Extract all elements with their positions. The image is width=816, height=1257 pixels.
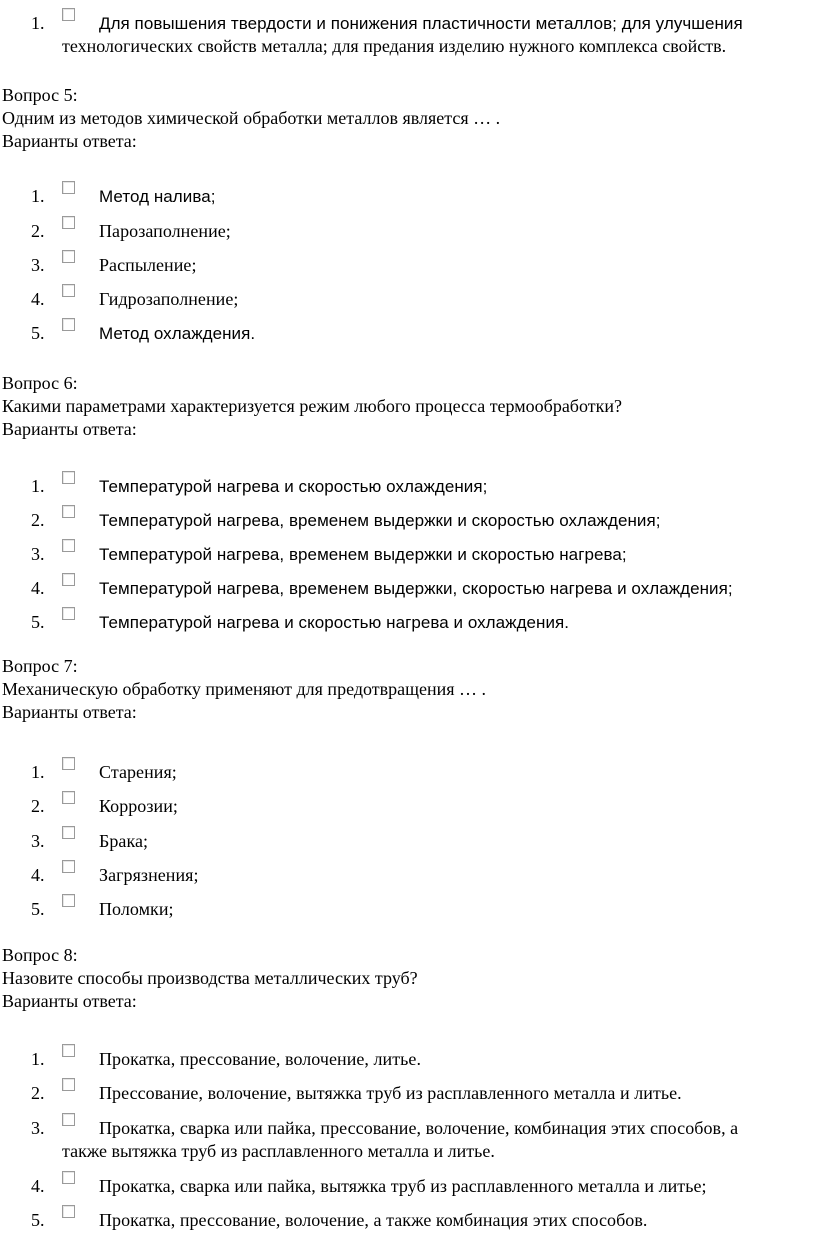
option-text: Прокатка, сварка или пайка, вытяжка труб из расплавленного металла и литье; — [99, 1176, 707, 1196]
option-text: Загрязнения; — [99, 865, 199, 885]
option-number: 4. — [31, 865, 45, 885]
question-heading: Вопрос 6: — [2, 373, 78, 393]
question-heading: Вопрос 7: — [2, 656, 78, 676]
question-8 — [2, 944, 814, 1013]
option-text: Прессование, волочение, вытяжка труб из расплавленного металла и литье. — [99, 1083, 682, 1103]
checkbox[interactable] — [62, 1044, 75, 1057]
option-number: 1. — [31, 476, 45, 496]
checkbox[interactable] — [62, 181, 75, 194]
option-text: Для повышения твердости и понижения пластичности металлов; для улучшения — [99, 14, 743, 33]
option-number: 4. — [31, 578, 45, 598]
checkbox[interactable] — [62, 8, 75, 21]
variants-label: Варианты ответа: — [2, 702, 137, 722]
option-number: 4. — [31, 289, 45, 309]
option-number: 2. — [31, 796, 45, 816]
checkbox[interactable] — [62, 318, 75, 331]
option-text: Распыление; — [99, 255, 197, 275]
option-text: Температурой нагрева и скоростью охлаждения; — [99, 477, 488, 496]
option-text: Парозаполнение; — [99, 221, 231, 241]
option-number: 3. — [31, 255, 45, 275]
checkbox[interactable] — [62, 539, 75, 552]
option-number: 1. — [31, 186, 45, 206]
option-text: Температурой нагрева, временем выдержки и скоростью нагрева; — [99, 545, 627, 564]
option-number: 1. — [31, 13, 45, 33]
option-number: 3. — [31, 544, 45, 564]
option-text-continuation: технологических свойств металла; для предания изделию нужного комплекса свойств. — [62, 36, 727, 56]
checkbox[interactable] — [62, 250, 75, 263]
question-text: Какими параметрами характеризуется режим любого процесса термообработки? — [2, 396, 622, 416]
question-text: Назовите способы производства металлических труб? — [2, 968, 418, 988]
option-number: 4. — [31, 1176, 45, 1196]
question-7 — [2, 655, 814, 724]
question-text: Механическую обработку применяют для предотвращения … . — [2, 679, 486, 699]
option-number: 3. — [31, 831, 45, 851]
option-number: 2. — [31, 221, 45, 241]
checkbox[interactable] — [62, 1205, 75, 1218]
option-number: 5. — [31, 1210, 45, 1230]
checkbox[interactable] — [62, 894, 75, 907]
option-text: Температурой нагрева, временем выдержки, скоростью нагрева и охлаждения; — [99, 579, 733, 598]
checkbox[interactable] — [62, 573, 75, 586]
option-text-continuation: также вытяжка труб из расплавленного металла и литье. — [62, 1141, 495, 1161]
question-5 — [2, 84, 814, 153]
option-number: 2. — [31, 510, 45, 530]
option-text: Поломки; — [99, 899, 174, 919]
checkbox[interactable] — [62, 791, 75, 804]
checkbox[interactable] — [62, 757, 75, 770]
option-text: Метод охлаждения. — [99, 324, 256, 343]
variants-label: Варианты ответа: — [2, 131, 137, 151]
option-text: Старения; — [99, 762, 177, 782]
question-text: Одним из методов химической обработки металлов является … . — [2, 108, 501, 128]
option-number: 5. — [31, 899, 45, 919]
option-number: 5. — [31, 612, 45, 632]
checkbox[interactable] — [62, 284, 75, 297]
variants-label: Варианты ответа: — [2, 419, 137, 439]
option-text: Температурой нагрева, временем выдержки и скоростью охлаждения; — [99, 511, 661, 530]
option-text: Брака; — [99, 831, 149, 851]
checkbox[interactable] — [62, 216, 75, 229]
checkbox[interactable] — [62, 860, 75, 873]
option-number: 1. — [31, 762, 45, 782]
option-text: Коррозии; — [99, 796, 178, 816]
question-6 — [2, 372, 814, 441]
option-text: Температурой нагрева и скоростью нагрева и охлаждения. — [99, 613, 570, 632]
option-text: Прокатка, сварка или пайка, прессование, волочение, комбинация этих способов, а — [99, 1118, 739, 1138]
option-text: Метод налива; — [99, 187, 216, 206]
option-text: Гидрозаполнение; — [99, 289, 239, 309]
checkbox[interactable] — [62, 1113, 75, 1126]
question-heading: Вопрос 5: — [2, 85, 78, 105]
option-number: 5. — [31, 323, 45, 343]
checkbox[interactable] — [62, 607, 75, 620]
option-number: 2. — [31, 1083, 45, 1103]
checkbox[interactable] — [62, 826, 75, 839]
variants-label: Варианты ответа: — [2, 991, 137, 1011]
question-heading: Вопрос 8: — [2, 945, 78, 965]
checkbox[interactable] — [62, 505, 75, 518]
checkbox[interactable] — [62, 1171, 75, 1184]
checkbox[interactable] — [62, 1078, 75, 1091]
option-number: 3. — [31, 1118, 45, 1138]
option-text: Прокатка, прессование, волочение, литье. — [99, 1049, 422, 1069]
option-text: Прокатка, прессование, волочение, а также комбинация этих способов. — [99, 1210, 648, 1230]
option-number: 1. — [31, 1049, 45, 1069]
checkbox[interactable] — [62, 471, 75, 484]
